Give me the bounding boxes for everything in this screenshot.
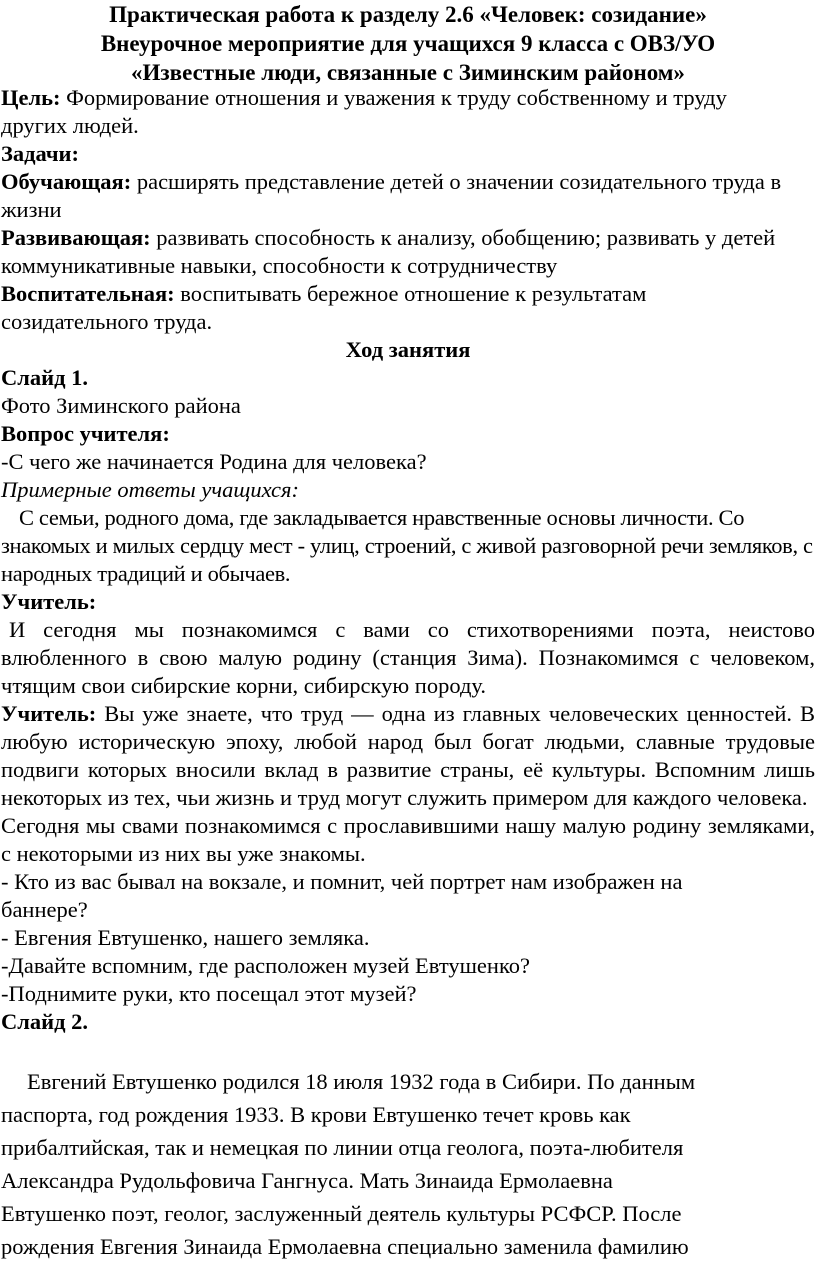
slide2-line: прибалтийская, так и немецкая по линии отца геолога, поэта-любителя [1,1135,684,1160]
tasks-heading: Задачи: [1,141,80,166]
goal-text: Формирование отношения и уважения к труду собственному и труду других людей. [1,85,727,138]
header-topic-line: «Известные люди, связанные с Зиминским районом» [131,60,685,85]
station-question: - Кто из вас бывал на вокзале, и помнит, чей портрет нам изображен на баннере? [1,869,683,922]
teacher-question-label: Вопрос учителя: [1,421,170,446]
slide1-label: Слайд 1. [1,365,88,390]
task-educational-text: воспитывать бережное отношение к результатам созидательного труда. [1,281,647,334]
sample-answers-label: Примерные ответы учащихся: [1,477,299,502]
teacher-text-1: И сегодня мы познакомимся с вами со стихотворениями поэта, неистово влюбленного в свою малую родину (станция Зима). Познакомимся с человеком, чтящим свои сибирские корни, сибирскую породу. [1,617,815,698]
teacher-label-2: Учитель: [1,701,97,726]
header-title-line: Практическая работа к разделу 2.6 «Человек: созидание» [109,2,707,27]
task-teaching-label: Обучающая: [1,169,132,194]
today-paragraph: Сегодня мы свами познакомимся с прославившими нашу малую родину земляками, с некоторыми из них вы уже знакомы. [1,813,815,866]
lesson-heading: Ход занятия [345,337,471,362]
slide2-label: Слайд 2. [1,1009,88,1034]
task-educational-label: Воспитательная: [1,281,175,306]
goal-label: Цель: [1,85,61,110]
task-developing [1,224,791,280]
slide2-line: Евгений Евтушенко родился 18 июля 1932 года в Сибири. По данным [27,1069,696,1094]
slide2-paragraph [1,1065,815,1263]
task-teaching-text: расширять представление детей о значении созидательного труда в жизни [1,169,782,222]
slide2-line: Евтушенко поэт, геолог, заслуженный деятель культуры РСФСР. После [1,1201,682,1226]
slide1-photo-caption: Фото Зиминского района [1,393,241,418]
sample-answers: С семьи, родного дома, где закладывается нравственные основы личности. Со знакомых и милых сердцу мест - улиц, строений, с живой разговорной речи земляков, с народных традиций и обычаев. [1,505,813,586]
document-header [0,0,816,87]
document-body [1,84,815,1036]
goal-paragraph [1,84,791,140]
task-teaching [1,168,791,224]
slide2-line: рождения Евгения Зинаида Ермолаевна специально заменила фамилию [1,1234,689,1259]
slide2-line: Александра Рудольфовича Гангнуса. Мать Зинаида Ермолаевна [1,1168,613,1193]
teacher-paragraph-2 [1,700,815,812]
hands-question: -Поднимите руки, кто посещал этот музей? [1,981,417,1006]
task-developing-label: Развивающая: [1,225,151,250]
teacher-text-2: Вы уже знаете, что труд — одна из главных человеческих ценностей. В любую историческую эпоху, любой народ был богат людьми, славные трудовые подвиги которых вносили вклад в развитие страны, её культуры. Вспомним лишь некоторых из тех, чьи жизнь и труд могут служить примером для каждого человека. [1,701,815,810]
task-developing-text: развивать способность к анализу, обобщению; развивать у детей коммуникативные навыки, способности к сотрудничеству [1,225,776,278]
museum-question: -Давайте вспомним, где расположен музей Евтушенко? [1,953,530,978]
header-subtitle-line: Внеурочное мероприятие для учащихся 9 класса с ОВЗ/УО [100,31,716,56]
teacher-label-1: Учитель: [1,589,97,614]
slide2-line: паспорта, год рождения 1933. В крови Евтушенко течет кровь как [1,1102,631,1127]
station-answer: - Евгения Евтушенко, нашего земляка. [1,925,370,950]
task-educational [1,280,761,336]
teacher-question: -С чего же начинается Родина для человека? [1,449,427,474]
